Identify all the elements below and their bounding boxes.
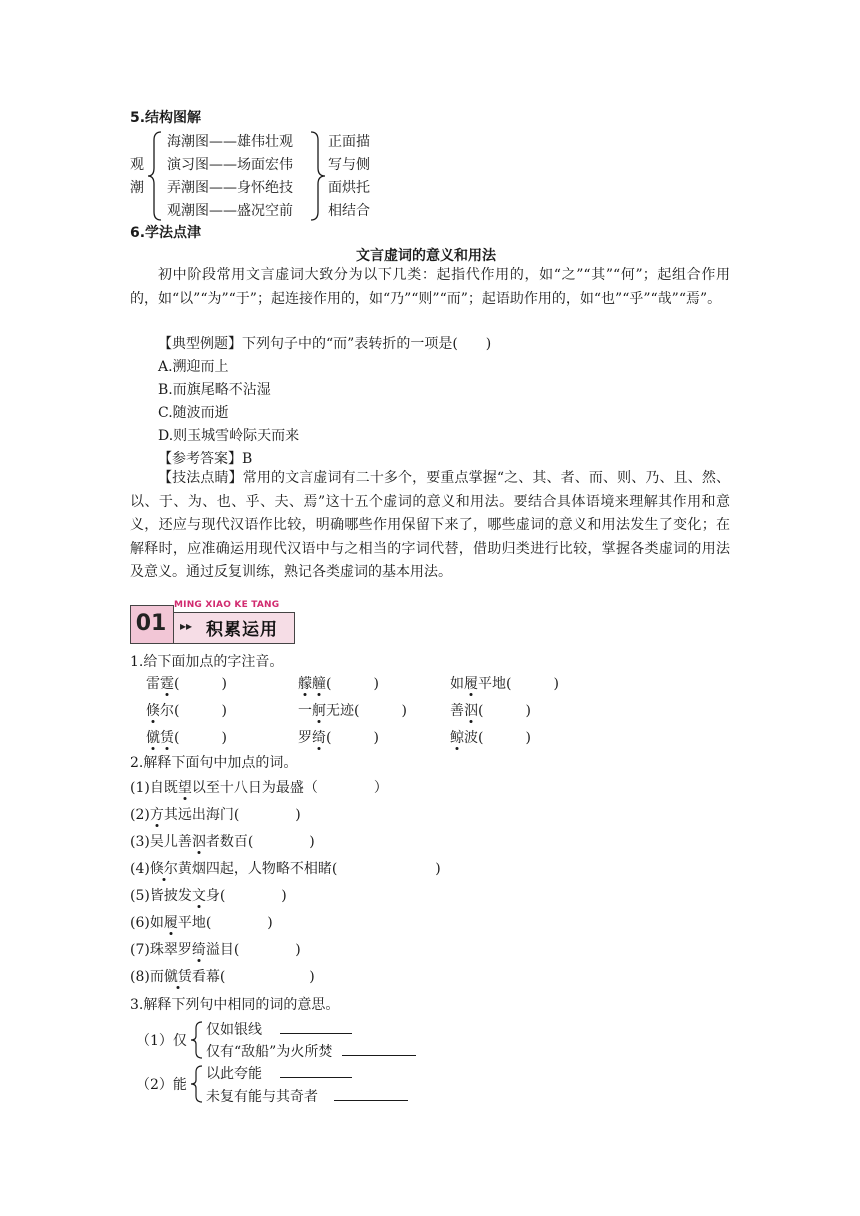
q2-dotted-word: 僦赁 [163,969,192,985]
option-d: D.则玉城雪岭际天而来 [158,428,300,444]
q2-item-text: (4) [130,861,150,877]
q2-item-8 [130,966,315,986]
answer-blank[interactable] [280,1019,352,1034]
diagram-row-1: 海潮图——雄伟壮观 [167,134,293,150]
q1-item-text: 罗 [298,730,312,746]
q1-item-text: 一 [298,703,312,719]
answer-blank[interactable] [280,1063,352,1078]
q3-group-2-brace [190,1064,204,1104]
q1-item-text: 雷 [146,676,160,692]
q1-item-7 [146,727,227,747]
q1-dotted-char: 鲸 [450,730,464,746]
q2-dotted-word: 泅 [191,834,206,850]
option-a: A.溯迎而上 [158,359,229,375]
tips-paragraph: 【技法点睛】常用的文言虚词有二十多个，要重点掌握“之、其、者、而、则、乃、且、然、以、于、为、也、乎、夫、焉”这十五个虚词的意义和用法。要结合具体语境来理解其作用和意义，还应与现代汉语作比较，明确哪些作用保留下来了，哪些虚词的意义和用法发生了变化；在解释时，应准确运用现代汉语中与之相当的字词代替，借助归类进行比较，掌握各类虚词的用法及意义。通过反复训练，熟记各类虚词的基本用法。 [130,470,730,580]
q1-item-text: 波( ) [464,730,531,746]
q3-sentence: 仅有“敌船”为火所焚 [206,1044,333,1060]
q2-item-5 [130,885,287,905]
q1-item-text: 如 [450,676,464,692]
q1-item-text: ( ) [174,730,227,746]
q1-item-6 [450,700,531,720]
q3-group-2-label: （2）能 [136,1077,187,1093]
q2-dotted-word: 望 [177,780,192,796]
q2-dotted-word: 倏尔 [149,861,178,877]
example-question: 【典型例题】下列句子中的“而”表转折的一项是( ) [158,336,492,352]
article-title: 文言虚词的意义和用法 [356,248,496,264]
q1-dotted-char: 僦 [146,730,160,746]
q2-item-text: 以至十八日为最盛（ ） [191,780,388,796]
intro-paragraph: 初中阶段常用文言虚词大致分为以下几类：起指代作用的，如“之”“其”“何”；起组合作用的，如“以”“为”“于”；起连接作用的，如“乃”“则”“而”；起语助作用的，如“也”“乎”“哉”“焉”。 [130,267,730,307]
q3-stem: 3.解释下列句中相同的词的意思。 [130,997,340,1013]
q2-item-text: 看幕( ) [191,969,315,985]
q1-dotted-char: 霆 [160,676,174,692]
q2-item-7 [130,939,301,959]
q2-item-text: 其远出海门( ) [163,807,301,823]
q1-dotted-char: 艟 [312,676,326,692]
q2-item-text: (7)珠翠罗 [130,942,192,958]
q1-dotted-char: 绮 [312,730,326,746]
diagram-right-brace [308,130,328,222]
banner-number: 01 [135,611,167,636]
q2-dotted-word: 绮 [191,942,206,958]
answer-blank[interactable] [342,1041,416,1056]
q1-dotted-char: 履 [464,676,478,692]
diagram-right-line-2: 写与侧 [328,157,370,173]
q3-group-1-brace [190,1020,204,1060]
q2-item-text: 平地( ) [177,915,273,931]
q1-item-text: 平地( ) [478,676,559,692]
section-5-heading: 5.结构图解 [130,110,202,126]
q3-sentence: 未复有能与其奇者 [206,1089,318,1105]
q2-item-text: (8)而 [130,969,164,985]
q2-item-text: (5)皆披发 [130,888,192,904]
double-arrow-icon: ▸▸ [180,619,193,633]
q1-dotted-char: 倏 [146,703,160,719]
q1-item-text: ( ) [326,730,379,746]
q2-item-text: (3)吴儿善 [130,834,192,850]
q1-item-1 [146,673,227,693]
diagram-right-line-1: 正面描 [328,134,370,150]
diagram-right-line-3: 面烘托 [328,180,370,196]
section-6-heading: 6.学法点津 [130,225,202,241]
q2-dotted-word: 履 [163,915,178,931]
option-c: C.随波而逝 [158,405,229,421]
q2-item-text: (2) [130,807,150,823]
q1-dotted-char: 艨 [298,676,312,692]
answer-blank[interactable] [334,1086,408,1101]
q1-dotted-char: 赁 [160,730,174,746]
q2-dotted-word: 文 [191,888,206,904]
q1-item-text: 无迹( ) [326,703,407,719]
diagram-row-4: 观潮图——盛况空前 [167,203,293,219]
diagram-row-2: 演习图——场面宏伟 [167,157,293,173]
q3-group-1-line-2 [206,1041,416,1061]
q2-item-text: 黄烟四起，人物略不相睹( ) [177,861,441,877]
q1-item-text: 善 [450,703,464,719]
q1-item-2 [298,673,379,693]
q1-item-5 [298,700,407,720]
q2-item-2 [130,804,301,824]
q3-group-1-line-1 [206,1019,352,1039]
diagram-left-char-2: 潮 [130,180,144,196]
q3-sentence: 以此夸能 [206,1066,262,1082]
q1-item-text: 尔( ) [160,703,227,719]
diagram-row-3: 弄潮图——身怀绝技 [167,180,293,196]
diagram-left-brace [146,130,166,222]
q1-stem: 1.给下面加点的字注音。 [130,654,284,670]
q2-dotted-word: 方 [149,807,164,823]
q1-item-4 [146,700,227,720]
q1-item-text: ( ) [174,676,227,692]
banner-label: 积累运用 [206,620,278,640]
q2-item-text: (6)如 [130,915,164,931]
q2-item-3 [130,831,315,851]
q2-item-text: 者数百( ) [205,834,315,850]
q3-group-2-line-2 [206,1086,408,1106]
q1-item-3 [450,673,559,693]
q1-item-8 [298,727,379,747]
q2-item-1 [130,777,388,797]
q3-sentence: 仅如银线 [206,1022,262,1038]
q2-item-text: 身( ) [205,888,287,904]
section-banner [130,600,294,644]
diagram-left-char-1: 观 [130,157,144,173]
q1-dotted-char: 泅 [464,703,478,719]
q2-item-4 [130,858,441,878]
q2-item-6 [130,912,273,932]
diagram-right-line-4: 相结合 [328,203,370,219]
banner-pinyin: MING XIAO KE TANG [174,600,280,610]
q3-group-1-label: （1）仅 [136,1033,187,1049]
option-b: B.而旗尾略不沾湿 [158,382,271,398]
reference-answer: 【参考答案】B [158,451,253,467]
q1-dotted-char: 舸 [312,703,326,719]
q2-item-text: (1)自既 [130,780,178,796]
q1-item-text: ( ) [326,676,379,692]
q1-item-9 [450,727,531,747]
q2-item-text: 溢目( ) [205,942,301,958]
q2-stem: 2.解释下面句中加点的词。 [130,755,298,771]
q1-item-text: ( ) [478,703,531,719]
q3-group-2-line-1 [206,1063,352,1083]
